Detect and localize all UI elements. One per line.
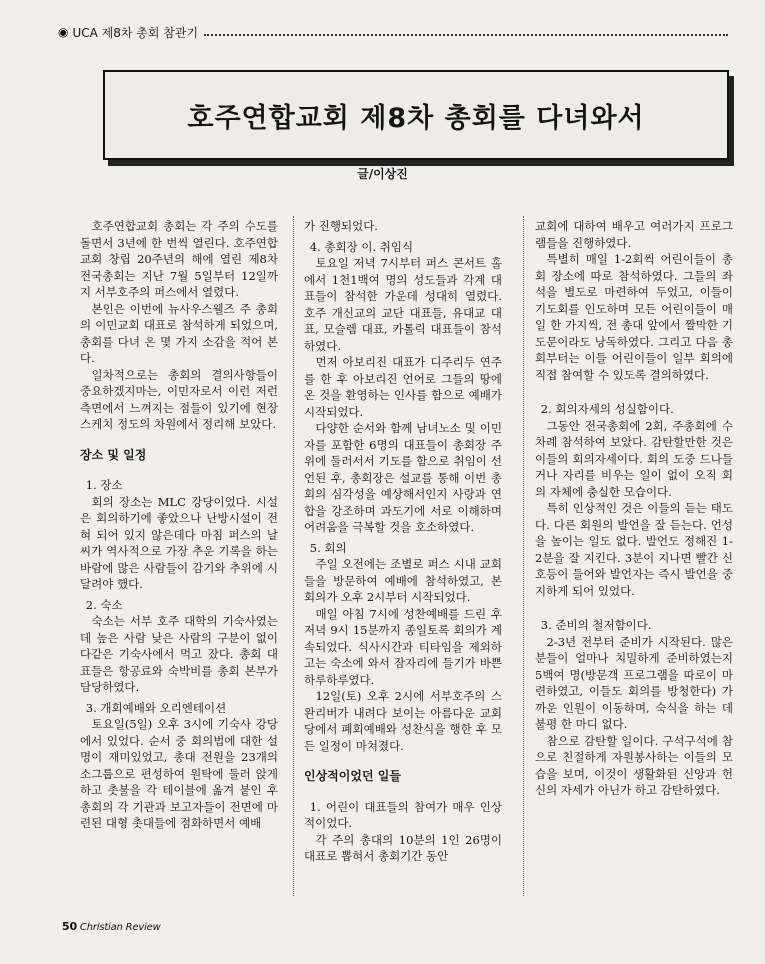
paragraph: 2-3년 전부터 준비가 시작된다. 많은 분들이 얼마나 치밀하게 준비하였는지 5백여 명(방문객 프로그램을 따로이 마련하였고, 이들도 회의를 방청한다) 가까운 인원이 이동하며, 숙식을 하는 데 불평 한 마디 없다. (535, 634, 733, 731)
column-divider (523, 216, 524, 896)
paragraph: 일차적으로는 총회의 결의사항들이 중요하겠지마는, 이민자로서 이런 저런 측면에서 느껴지는 점들이 있기에 현장 스케치 정도의 차원에서 정리해 보았다. (80, 367, 278, 431)
subheading: 2. 숙소 (85, 597, 123, 612)
column-divider (293, 216, 294, 896)
paragraph: 먼저 아보리진 대표가 디주리두 연주를 한 후 아보리진 언어로 그들의 땅에 온 것을 환영하는 인사를 함으로 예배가 시작되었다. (304, 355, 502, 419)
subheading: 3. 개회예배와 오리엔테이션 (85, 700, 227, 715)
paragraph: 호주연합교회 총회는 각 주의 수도를 돌면서 3년에 한 번씩 열린다. 호주연합교회 창립 20주년의 해에 열린 제8차 전국총회는 지난 7월 5일부터 12일까지 서부호주의 퍼스에서 열렸다. (80, 219, 278, 299)
bullet-icon: ◉ (58, 25, 69, 39)
section-header (58, 20, 728, 44)
byline: 글/이상진 (357, 167, 408, 181)
paragraph: 숙소는 서부 호주 대학의 기숙사였는데 높은 사람 낮은 사람의 구분이 없이 다같은 기숙사에서 먹고 잤다. 총회 대표들은 항공료와 숙박비를 총회 본부가 담당하였다. (80, 614, 278, 694)
section-label: UCA 제8차 총회 참관기 (72, 25, 199, 40)
paragraph: 회의 장소는 MLC 강당이었다. 시설은 회의하기에 좋았으나 난방시설이 전혀 되어 있지 않은데다 마침 퍼스의 날씨가 역사적으로 가장 추운 기록을 하는 바람에 많은 사람들이 감기와 추위에 시달려야 했다. (80, 494, 278, 591)
subheading: 1. 어린이 대표들의 참여가 매우 인상적이었다. (304, 799, 502, 830)
page-footer (62, 920, 161, 933)
paragraph: 각 주의 총대의 10분의 1인 26명이 대표로 뽑혀서 총회기간 동안 (304, 832, 502, 863)
spacer (535, 599, 733, 613)
paragraph: 토요일 저녁 7시부터 퍼스 콘서트 홀에서 1천1백여 명의 성도들과 각계 대표들이 참석한 가운데 성대히 열렸다. 호주 개신교의 교단 대표들, 유대교 대표, 모슬렘 대표, 카톨릭 대표들이 참석하였다. (304, 256, 502, 353)
paragraph: 12일(토) 오후 2시에 서부호주의 스완리버가 내려다 보이는 아름다운 교회당에서 폐회예배와 성찬식을 행한 후 모든 일정이 마쳐졌다. (304, 689, 502, 753)
title-box (103, 70, 729, 160)
header-dotted-rule (204, 28, 728, 36)
text-column-1 (80, 218, 278, 882)
paragraph: 교회에 대하여 배우고 여러가지 프로그램들을 진행하였다. (535, 219, 733, 250)
article-title: 호주연합교회 제8차 총회를 다녀와서 (187, 102, 645, 134)
paragraph: 다양한 순서와 함께 남녀노소 및 이민자를 포함한 6명의 대표들이 총회장 주위에 둘러서서 기도를 함으로 취임이 선언된 후, 총회장은 설교를 통해 이번 총회의 심각성을 예상해서인지 사랑과 연합을 강조하며 과도기에 서로 이해하며 어려움을 극복할 것을 호소하였다. (304, 421, 502, 534)
paragraph: 주일 오전에는 조별로 퍼스 시내 교회들을 방문하여 예배에 참석하였고, 본 회의가 오후 2시부터 시작되었다. (304, 557, 502, 604)
subheading: 1. 장소 (85, 478, 123, 492)
section-heading: 인상적이었던 일들 (304, 769, 401, 783)
subheading: 3. 준비의 철저함이다. (540, 618, 652, 632)
paragraph: 매일 아침 7시에 성찬예배를 드린 후 저녁 9시 15분까지 종일토록 회의가 계속되었다. 식사시간과 티타임을 제외하고는 숙소에 와서 잠자리에 들기가 바쁜 하루하루였다. (304, 606, 502, 687)
text-column-2 (304, 218, 502, 882)
spacer (535, 383, 733, 397)
subheading: 2. 회의자세의 성실함이다. (540, 402, 674, 416)
subheading: 5. 회의 (309, 540, 347, 555)
section-heading: 장소 및 일정 (80, 447, 147, 462)
paragraph: 특별히 매일 1-2회씩 어린이들이 총회 장소에 따로 참석하였다. 그들의 좌석을 별도로 마련하여 두었고, 이들이 기도회를 인도하며 모든 어린이들이 매일 한 가지씩, 전 총대 앞에서 짤막한 기도문이라도 낭독하였다. 그리고 다음 총회부터는 이들 어린이들이 일부 회의에 직접 참여할 수 있도록 결의하였다. (535, 252, 733, 382)
page-number: 50 (62, 920, 77, 933)
text-column-3 (535, 218, 733, 908)
paragraph: 특히 인상적인 것은 이들의 듣는 태도다. 다른 회원의 발언을 잘 듣는다. 언성을 높이는 일도 없다. 발언도 정해진 1-2분을 잘 지킨다. 3분이 지나면 빨간 신호등이 들어와 발언자는 즉시 발언을 중지하게 되어 있었다. (535, 501, 733, 598)
subheading: 4. 총회장 이. 취임식 (309, 239, 414, 254)
paragraph: 본인은 이번에 뉴사우스웰즈 주 총회의 이민교회 대표로 참석하게 되었으며, 총회를 다녀 온 몇 가지 소감을 적어 본다. (80, 301, 278, 365)
magazine-name: Christian Review (79, 922, 161, 933)
paragraph: 토요일(5일) 오후 3시에 기숙사 강당에서 있었다. 순서 중 회의법에 대한 설명이 재미있었고, 총대 전원을 23개의 소그룹으로 편성하여 원탁에 둘러 앉게 하고 촛불을 각 테이블에 옮겨 붙인 후 총회의 각 기관과 보고자들이 전면에 마련된 대형 촛대들에 점화하면서 예배 (80, 717, 278, 830)
paragraph: 그동안 전국총회에 2회, 주총회에 수 차례 참석하여 보았다. 감탄할만한 것은 이들의 회의자세이다. 회의 도중 드나들거나 자리를 비우는 일이 없이 오직 회의 자체에 충실한 모습이다. (535, 418, 733, 499)
paragraph: 참으로 감탄할 일이다. 구석구석에 참으로 친절하게 자원봉사하는 이들의 모습을 보며, 이것이 생활화된 신앙과 헌신의 자세가 아닌가 하고 감탄하였다. (535, 733, 733, 797)
paragraph: 가 진행되었다. (304, 219, 378, 233)
